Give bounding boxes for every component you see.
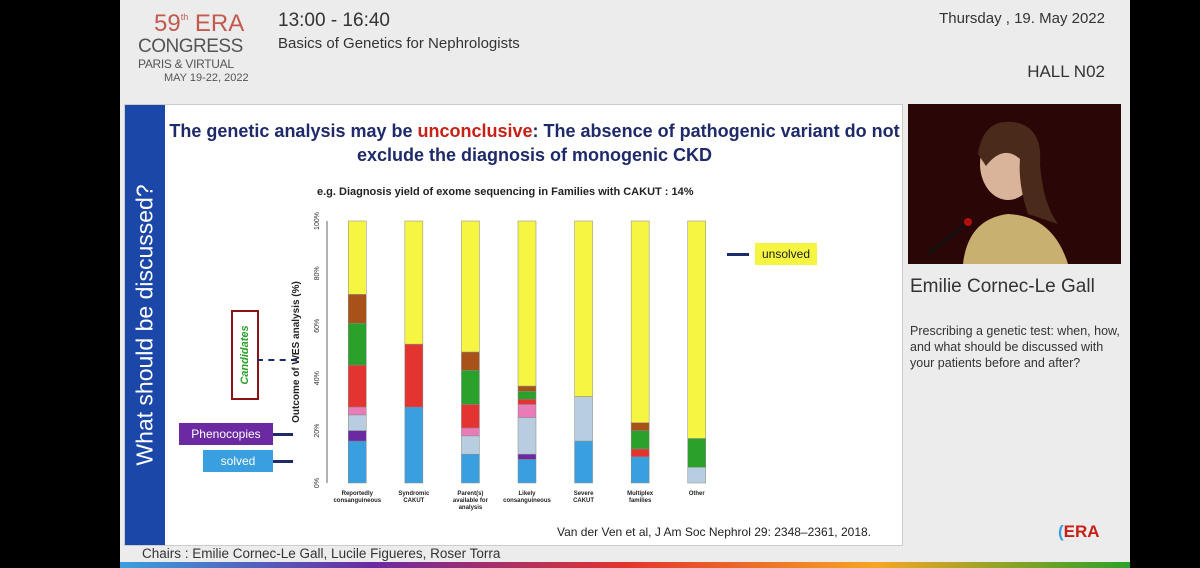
stream-frame — [120, 0, 1130, 568]
unsolved-pointer — [727, 253, 749, 256]
x-tick-label: Syndromic — [398, 491, 430, 497]
bar-segment — [461, 436, 479, 454]
bar-segment — [461, 221, 479, 352]
bar-segment — [461, 454, 479, 483]
bar-segment — [518, 459, 536, 483]
era-brand-logo — [1058, 522, 1100, 542]
bar-segment — [461, 370, 479, 404]
candidates-box — [231, 310, 259, 400]
x-tick-label: Severe — [573, 491, 594, 497]
stacked-bar-chart — [285, 209, 725, 521]
logo-ordinal: th — [180, 12, 189, 22]
x-tick-label: CAKUT — [403, 498, 425, 504]
y-tick-label: 80% — [314, 266, 321, 281]
bar-segment — [348, 431, 366, 441]
side-banner-text: What should be discussed? — [131, 184, 158, 466]
bar-segment — [348, 323, 366, 365]
bar-segment — [575, 221, 593, 397]
logo-era: ERA — [194, 10, 245, 37]
session-date: Thursday , 19. May 2022 — [939, 10, 1105, 27]
chart-title: e.g. Diagnosis yield of exome sequencing in Families with CAKUT : 14% — [317, 186, 694, 198]
bar-segment — [631, 431, 649, 449]
bar-segment — [518, 399, 536, 404]
y-tick-label: 0% — [314, 477, 321, 489]
bar-segment — [348, 221, 366, 294]
bar-segment — [348, 441, 366, 483]
bar-segment — [518, 454, 536, 459]
bar-segment — [518, 386, 536, 391]
bar-segment — [575, 441, 593, 483]
logo-dates: MAY 19-22, 2022 — [164, 72, 249, 84]
bar-segment — [461, 428, 479, 436]
bar-segment — [688, 221, 706, 438]
x-tick-label: Reportedly — [341, 491, 373, 497]
solved-pointer — [273, 460, 293, 463]
slide-title-part1: The genetic analysis may be — [169, 121, 418, 141]
legend-unsolved: unsolved — [755, 243, 817, 265]
bar-segment — [518, 404, 536, 417]
x-tick-label: CAKUT — [573, 498, 595, 504]
x-tick-label: analysis — [458, 505, 483, 511]
bar-segment — [461, 404, 479, 428]
speaker-silhouette — [908, 104, 1121, 264]
bar-segment — [631, 221, 649, 423]
x-tick-label: available for — [452, 498, 488, 504]
x-tick-label: Parent(s) — [457, 491, 484, 497]
bar-segment — [461, 352, 479, 370]
y-tick-label: 40% — [314, 371, 321, 386]
chairs-line: Chairs : Emilie Cornec-Le Gall, Lucile Figueres, Roser Torra — [142, 546, 501, 561]
era-logo-text: ERA — [1063, 522, 1100, 541]
side-banner — [125, 105, 165, 545]
logo-location: PARIS & VIRTUAL — [138, 57, 234, 71]
bar-segment — [518, 391, 536, 399]
bar-segment — [688, 438, 706, 467]
bar-segment — [631, 457, 649, 483]
y-tick-label: 60% — [314, 318, 321, 333]
era-congress-logo — [134, 6, 254, 90]
logo-congress: CONGRESS — [138, 36, 243, 57]
x-tick-label: Multiplex — [627, 491, 654, 497]
y-axis-label: Outcome of WES analysis (%) — [291, 281, 302, 423]
logo-number: 59 — [154, 10, 181, 37]
bar-segment — [405, 407, 423, 483]
x-tick-label: families — [628, 498, 652, 504]
x-tick-label: Likely — [518, 491, 536, 497]
slide-title-highlight: unconclusive — [417, 121, 533, 141]
speaker-video — [908, 104, 1121, 264]
candidates-label: Candidates — [239, 325, 251, 385]
bar-segment — [348, 365, 366, 407]
bar-segment — [405, 344, 423, 407]
legend-phenocopies: Phenocopies — [179, 423, 273, 445]
slide-title — [167, 119, 902, 167]
x-tick-label: Other — [688, 491, 705, 497]
era-logo-swirl-icon: ( — [1058, 522, 1064, 541]
phenocopies-pointer — [273, 433, 293, 436]
color-strip — [120, 562, 1130, 568]
bar-segment — [688, 467, 706, 483]
bar-segment — [348, 294, 366, 323]
y-tick-label: 100% — [314, 212, 321, 230]
bar-segment — [631, 423, 649, 431]
candidates-pointer — [257, 359, 297, 361]
presentation-slide — [124, 104, 903, 546]
talk-title: Prescribing a genetic test: when, how, and what should be discussed with your patients before and after? — [910, 324, 1120, 370]
bar-segment — [631, 449, 649, 457]
session-time: 13:00 - 16:40 — [278, 10, 390, 31]
speaker-name: Emilie Cornec-Le Gall — [910, 276, 1095, 297]
citation: Van der Ven et al, J Am Soc Nephrol 29: 2348–2361, 2018. — [557, 525, 871, 539]
bar-segment — [348, 407, 366, 415]
bar-segment — [348, 415, 366, 431]
slide-title-part2: : The absence of pathogenic variant do not exclude the diagnosis of monogenic CKD — [356, 121, 900, 165]
legend-solved: solved — [203, 450, 273, 472]
session-title: Basics of Genetics for Nephrologists — [278, 35, 520, 52]
bar-segment — [575, 397, 593, 442]
x-tick-label: consanguineous — [503, 498, 551, 504]
hall-label: HALL N02 — [1027, 62, 1105, 81]
x-tick-label: consanguineous — [333, 498, 382, 504]
bar-segment — [518, 221, 536, 386]
bar-segment — [405, 221, 423, 344]
bar-segment — [518, 418, 536, 455]
y-tick-label: 20% — [314, 423, 321, 438]
